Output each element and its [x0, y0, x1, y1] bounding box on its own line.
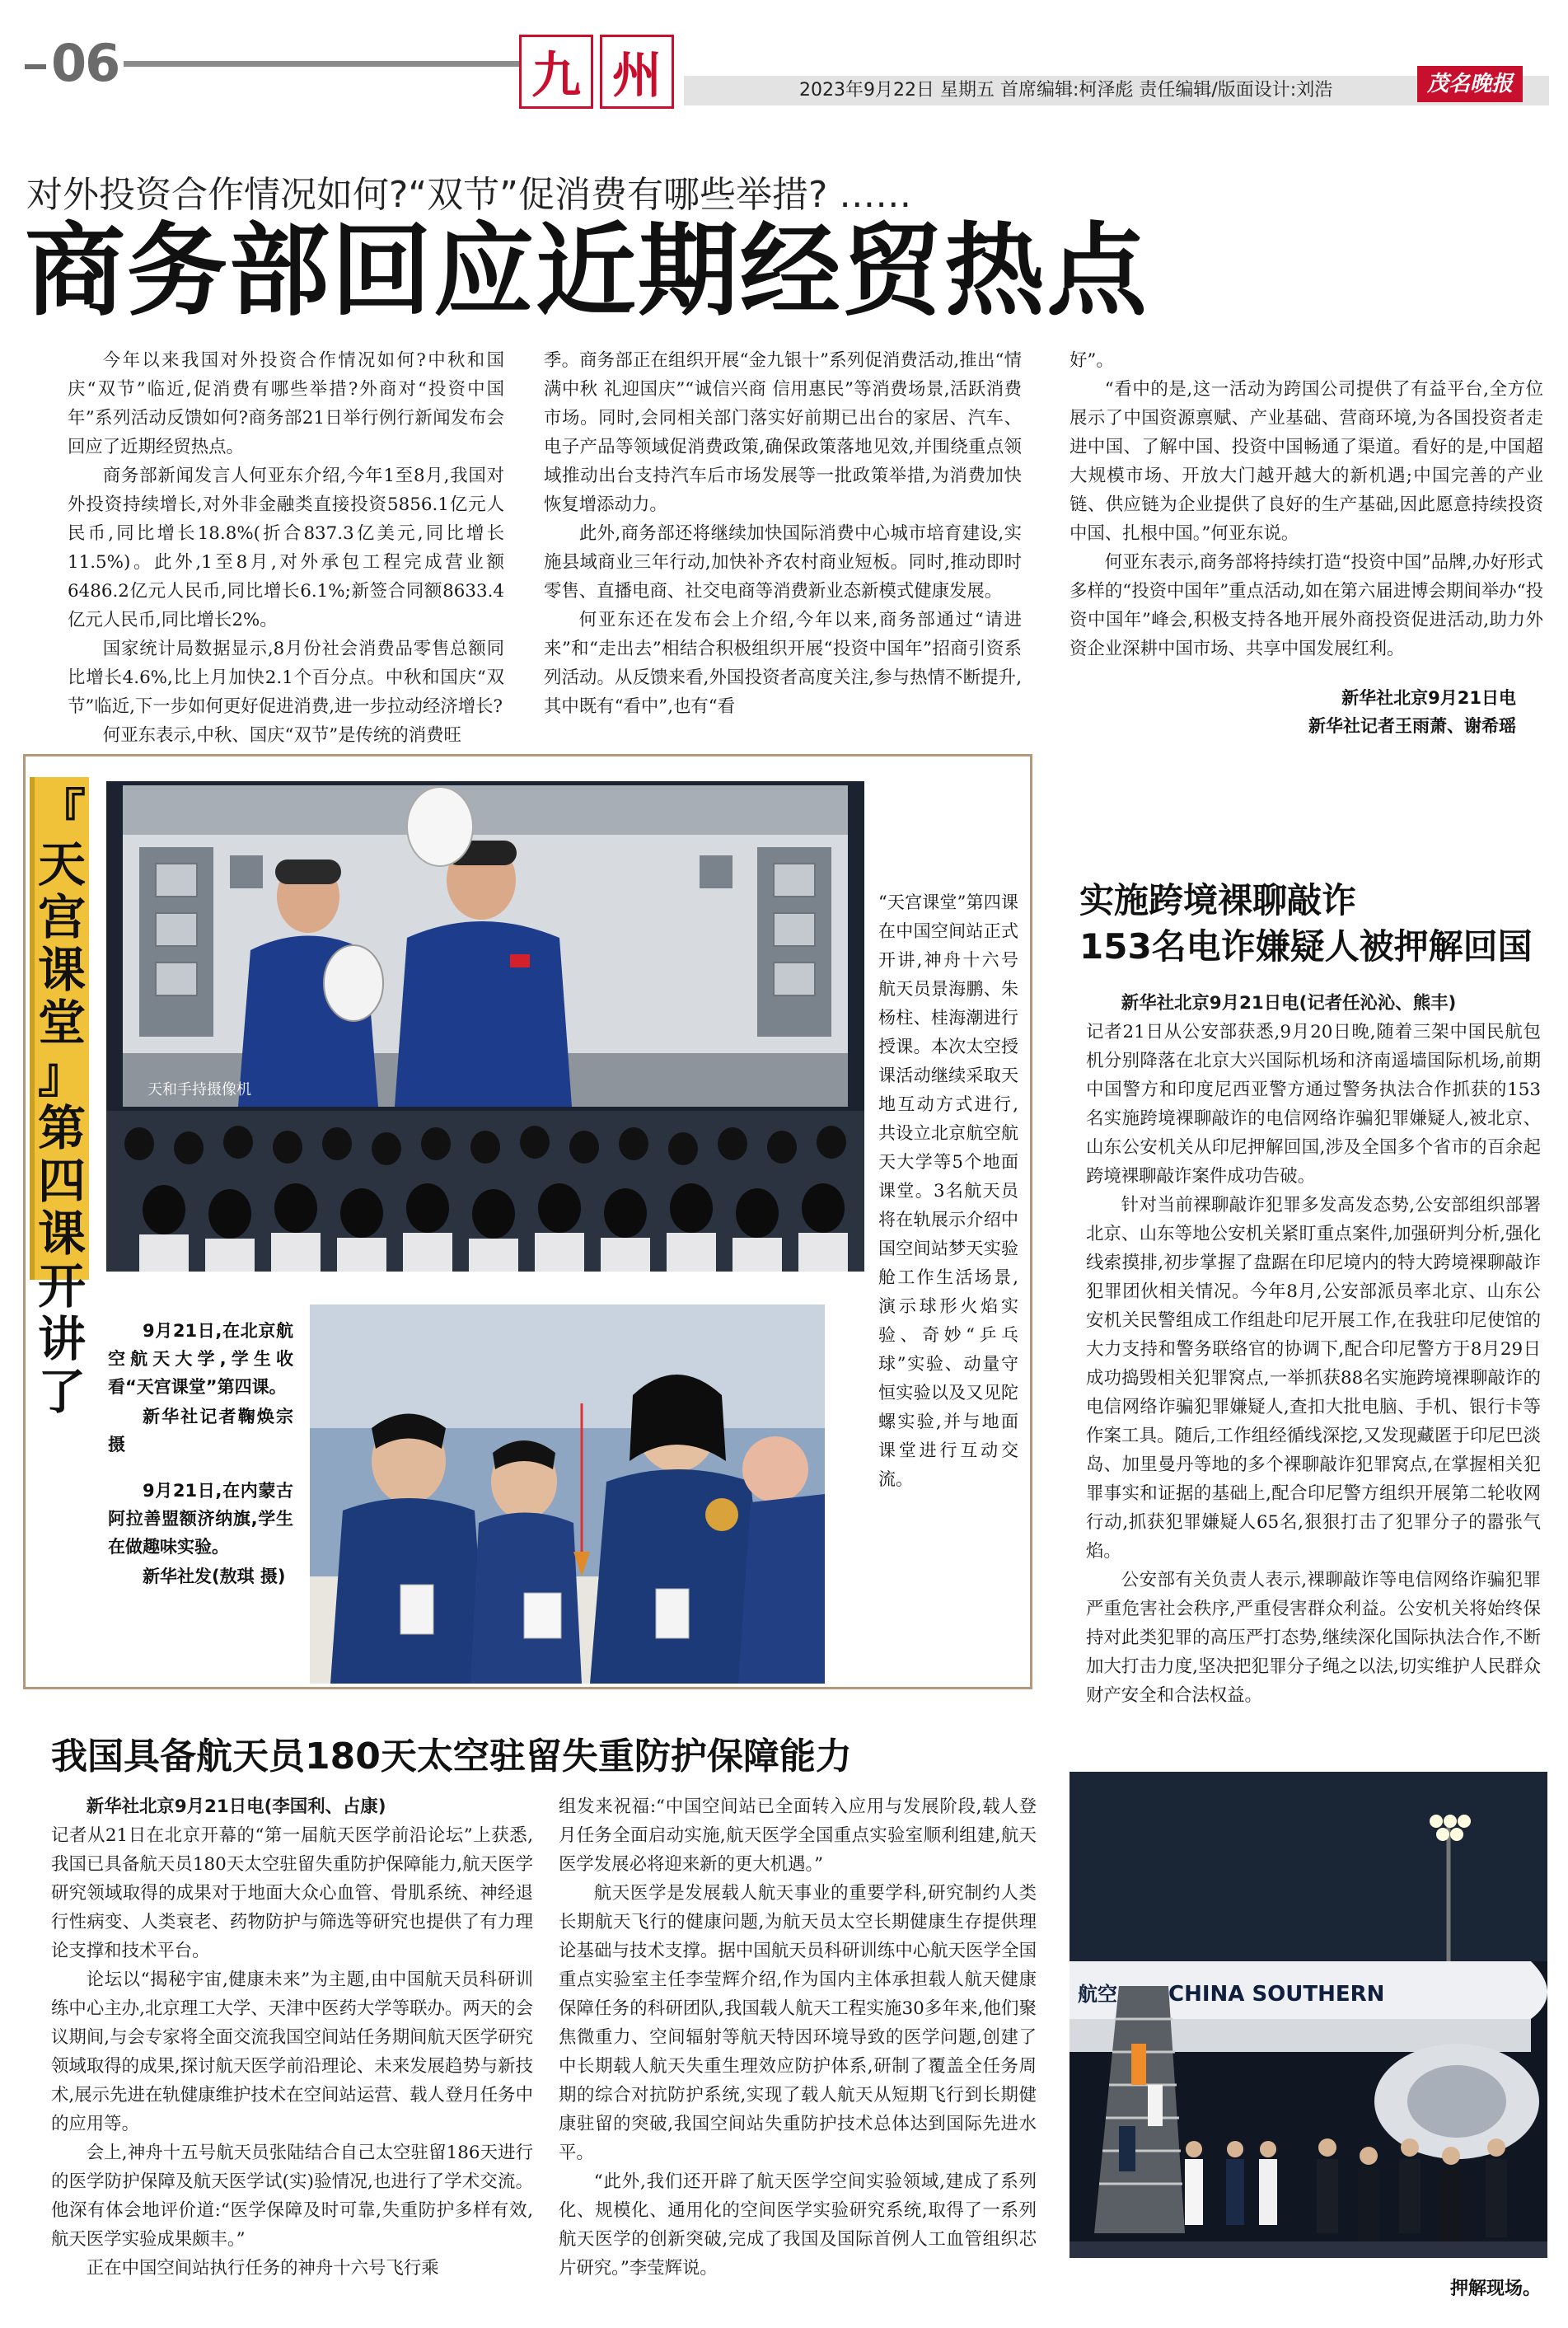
astro-column-1 — [51, 1792, 533, 2283]
title-char: 天 — [37, 836, 86, 892]
tiangong-classroom-photo — [106, 781, 864, 1272]
title-char: 四 — [37, 1153, 86, 1209]
plane-livery-text: CHINA SOUTHERN — [1168, 1982, 1385, 2007]
paragraph: 公安部有关负责人表示,裸聊敲诈等电信网络诈骗犯罪严重危害社会秩序,严重侵害群众利益。公安机关将始终保持对此类犯罪的高压严打态势,继续深化国际执法合作,不断加大打击力度,坚决把犯罪分子绳之以法,切实维护人民群众财产安全和合法权益。 — [1086, 1570, 1541, 1706]
story-dateline: 新华社北京9月21日电(李国利、占康) — [86, 1796, 386, 1817]
paragraph: 此外,商务部还将继续加快国际消费中心城市培育建设,实施县域商业三年行动,加快补齐农村商业短板。同时,推动即时零售、直播电商、社交电商等消费新业态新模式健康发展。 — [544, 523, 1022, 602]
caption-text: 9月21日,在内蒙古阿拉善盟额济纳旗,学生在做趣味实验。 — [108, 1481, 293, 1557]
byline-line: 新华社北京9月21日电 — [1341, 688, 1516, 708]
escort-photo-caption: 押解现场。 — [1450, 2279, 1542, 2299]
lead-column-2 — [544, 346, 1022, 721]
story-dateline: 新华社北京9月21日电(记者任沁沁、熊丰) — [1121, 993, 1457, 1014]
paragraph: 今年以来我国对外投资合作情况如何?中秋和国庆“双节”临近,促消费有哪些举措?外商对“投资中国年”系列活动反馈如何?商务部21日举行例行新闻发布会回应了近期经贸热点。 — [68, 350, 504, 457]
paper-logo: 茂名晚报 — [1417, 66, 1523, 102]
lead-byline — [1170, 684, 1516, 740]
feature-caption-left — [108, 1317, 293, 1592]
paragraph: 何亚东表示,商务部将持续打造“投资中国”品牌,办好形式多样的“投资中国年”重点活动,如在第六届进博会期间举办“投资中国年”峰会,积极支持各地开展外商投资促进活动,助力外资企业深耕中国市场、共享中国发展红利。 — [1070, 552, 1543, 659]
byline-line: 新华社记者王雨萧、谢希瑶 — [1308, 716, 1516, 736]
plane-livery-text-left: 航空 — [1078, 1983, 1117, 2006]
paragraph: 针对当前裸聊敲诈犯罪多发高发态势,公安部组织部署北京、山东等地公安机关紧盯重点案件,加强研判分析,强化线索摸排,初步掌握了盘踞在印尼境内的特大跨境裸聊敲诈犯罪团伙相关情况。今年8月,公安部派员率北京、山东公安机关民警组成工作组赴印尼开展工作,在我驻印尼使馆的大力支持和警务联络官的协调下,配合印尼警方于8月29日成功捣毁相关犯罪窝点,一举抓获88名实施跨境裸聊敲诈的电信网络诈骗犯罪嫌疑人,查扣大批电脑、手机、银行卡等作案工具。随后,工作组经循线深挖,又发现藏匿于印尼巴淡岛、加里曼丹等地的多个裸聊敲诈犯罪窝点,在掌握相关犯罪事实和证据的基础上,配合印尼警方组织开展第二轮收网行动,抓获犯罪嫌疑人65名,狠狠打击了犯罪分子的嚣张气焰。 — [1086, 1195, 1541, 1562]
title-line: 153名电诈嫌疑人被押解回国 — [1079, 926, 1533, 967]
paragraph: 航天医学是发展载人航天事业的重要学科,研究制约人类长期航天飞行的健康问题,为航天员太空长期健康生存提供理论基础与技术支撑。据中国航天员科研训练中心航天医学全国重点实验室主任李莹辉介绍,作为国内主体承担载人航天健康保障任务的科研团队,我国载人航天工程实施30多年来,他们聚焦微重力、空间辐射等航天特因环境导致的医学问题,创建了中长期载人航天失重生理效应防护体系,研制了覆盖全任务周期的综合对抗防护系统,实现了载人航天从短期飞行到长期健康驻留的突破,我国空间站失重防护技术总体达到国际先进水平。 — [559, 1883, 1037, 2163]
paragraph: “看中的是,这一活动为跨国公司提供了有益平台,全方位展示了中国资源禀赋、产业基础、营商环境,为各国投资者走进中国、了解中国、投资中国畅通了渠道。看好的是,中国超大规模市场、开放大门越开越大的新机遇;中国完善的产业链、供应链为企业提供了良好的生产基础,因此愿意持续投资中国、扎根中国。”何亚东说。 — [1070, 379, 1543, 544]
paragraph: 会上,神舟十五号航天员张陆结合自己太空驻留186天进行的医学防护保障及航天医学试(实)验情况,也进行了学术交流。他深有体会地评价道:“医学保障及时可靠,失重防护多样有效,航天医学实验成果颇丰。” — [51, 2143, 533, 2250]
lead-kicker: 对外投资合作情况如何?“双节”促消费有哪些举措? …… — [26, 174, 912, 216]
feature-vertical-title — [30, 777, 89, 1420]
lead-column-3 — [1070, 346, 1543, 663]
paragraph: 记者21日从公安部获悉,9月20日晚,随着三架中国民航包机分别降落在北京大兴国际机场和济南遥墙国际机场,前期中国警方和印度尼西亚警方通过警务执法合作抓获的153名实施跨境裸聊敲诈的电信网络诈骗犯罪嫌疑人,被北京、山东公安机关从印尼押解回国,涉及全国多个省市的百余起跨境裸聊敲诈案件成功告破。 — [1086, 1022, 1541, 1187]
astro-story-title: 我国具备航天员180天太空驻留失重防护保障能力 — [51, 1735, 852, 1778]
photo-credit: 新华社发(敖琪 摄) — [143, 1567, 286, 1586]
image-overlay-text: 天和手持摄像机 — [147, 1081, 251, 1098]
fraud-story-title — [1079, 878, 1541, 970]
caption-text: 9月21日,在北京航空航天大学,学生收看“天宫课堂”第四课。 — [108, 1321, 293, 1397]
masthead — [25, 33, 1549, 107]
section-label — [519, 35, 680, 109]
title-char: 』 — [37, 1047, 86, 1103]
title-char: 讲 — [37, 1311, 86, 1367]
feature-caption-right: “天宫课堂”第四课在中国空间站正式开讲,神舟十六号航天员景海鹏、朱杨柱、桂海潮进行授课。本次太空授课活动继续采取天地互动方式进行,共设立北京航空航天大学等5个地面课堂。3名航天员将在轨展示介绍中国空间站梦天实验舱工作生活场景,演示球形火焰实验、奇妙“乒乓球”实验、动量守恒实验以及又见陀螺实验,并与地面课堂进行互动交流。 — [878, 892, 1018, 1489]
section-char: 州 — [600, 35, 674, 109]
title-char: 了 — [37, 1364, 86, 1420]
title-char: 课 — [37, 942, 86, 998]
paragraph: 好”。 — [1070, 350, 1114, 371]
title-char: 堂 — [37, 995, 86, 1051]
photo-credit: 新华社记者鞠焕宗 摄 — [108, 1407, 293, 1454]
students-experiment-photo — [310, 1305, 825, 1684]
title-char: 宫 — [37, 889, 86, 945]
paragraph: 商务部新闻发言人何亚东介绍,今年1至8月,我国对外投资持续增长,对外非金融类直接投资5856.1亿元人民币,同比增长18.8%(折合837.3亿美元,同比增长11.5%)。此外,1至8月,对外承包工程完成营业额6486.2亿元人民币,同比增长6.1%;新签合同额8633.4亿元人民币,同比增长2%。 — [68, 466, 504, 630]
dateline: 2023年9月22日 星期五 首席编辑:柯泽彪 责任编辑/版面设计:刘浩 — [684, 76, 1549, 105]
lead-headline: 商务部回应近期经贸热点 — [25, 213, 1149, 330]
paragraph: 季。商务部正在组织开展“金九银十”系列促消费活动,推出“情满中秋 礼迎国庆”“诚信兴商 信用惠民”等消费场景,活跃消费市场。同时,会同相关部门落实好前期已出台的家居、汽车、电子产品等领域促消费政策,确保政策落地见效,并围绕重点领域推动出台支持汽车后市场发展等一批政策举措,为消费加快恢复增添动力。 — [544, 350, 1022, 515]
paragraph: 何亚东表示,中秋、国庆“双节”是传统的消费旺 — [102, 725, 461, 746]
paragraph: 正在中国空间站执行任务的神舟十六号飞行乘 — [86, 2258, 439, 2279]
title-char: 课 — [37, 1206, 86, 1262]
paragraph: 论坛以“揭秘宇宙,健康未来”为主题,由中国航天员科研训练中心主办,北京理工大学、天津中医药大学等联办。两天的会议期间,与会专家将全面交流我国空间站任务期间航天医学研究领域取得的成果,探讨航天医学前沿理论、未来发展趋势与新技术,展示先进在轨健康维护技术在空间站运营、载人登月任务中的应用等。 — [51, 1970, 533, 2134]
paragraph: 记者从21日在北京开幕的“第一届航天医学前沿论坛”上获悉,我国已具备航天员180天太空驻留失重防护保障能力,航天医学研究领域取得的成果对于地面大众心血管、骨肌系统、神经退行性病变、人类衰老、药物防护与筛选等研究也提供了有力理论支撑和技术平台。 — [51, 1825, 533, 1961]
masthead-rule-left — [124, 61, 519, 67]
title-line: 实施跨境裸聊敲诈 — [1079, 880, 1357, 920]
fraud-story-body — [1086, 989, 1541, 1710]
paragraph: 组发来祝福:“中国空间站已全面转入应用与发展阶段,载人登月任务全面启动实施,航天医学全国重点实验室顺利组建,航天医学发展必将迎来新的更大机遇。” — [559, 1796, 1037, 1875]
title-char: 开 — [37, 1258, 86, 1314]
astro-column-2 — [559, 1792, 1037, 2283]
paragraph: “此外,我们还开辟了航天医学空间实验领域,建成了系列化、规模化、通用化的空间医学实验研究系统,取得了一系列航天医学的创新突破,完成了我国及国际首例人工血管组织芯片研究。”李莹辉说。 — [559, 2171, 1037, 2279]
paragraph: 何亚东还在发布会上介绍,今年以来,商务部通过“请进来”和“走出去”相结合积极组织开展“投资中国年”招商引资系列活动。从反馈来看,外国投资者高度关注,参与热情不断提升,其中既有“看中”,也有“看 — [544, 610, 1022, 717]
paragraph: 国家统计局数据显示,8月份社会消费品零售总额同比增长4.6%,比上月加快2.1个百分点。中秋和国庆“双节”临近,下一步如何更好促进消费,进一步拉动经济增长? — [68, 639, 504, 717]
tiangong-feature — [23, 754, 1032, 1689]
title-char: 『 — [37, 784, 86, 840]
lead-column-1 — [68, 346, 504, 750]
page-number: 06 — [25, 33, 119, 93]
title-char: 第 — [37, 1100, 86, 1156]
section-char: 九 — [519, 35, 593, 109]
escort-arrival-photo — [1070, 1772, 1547, 2258]
